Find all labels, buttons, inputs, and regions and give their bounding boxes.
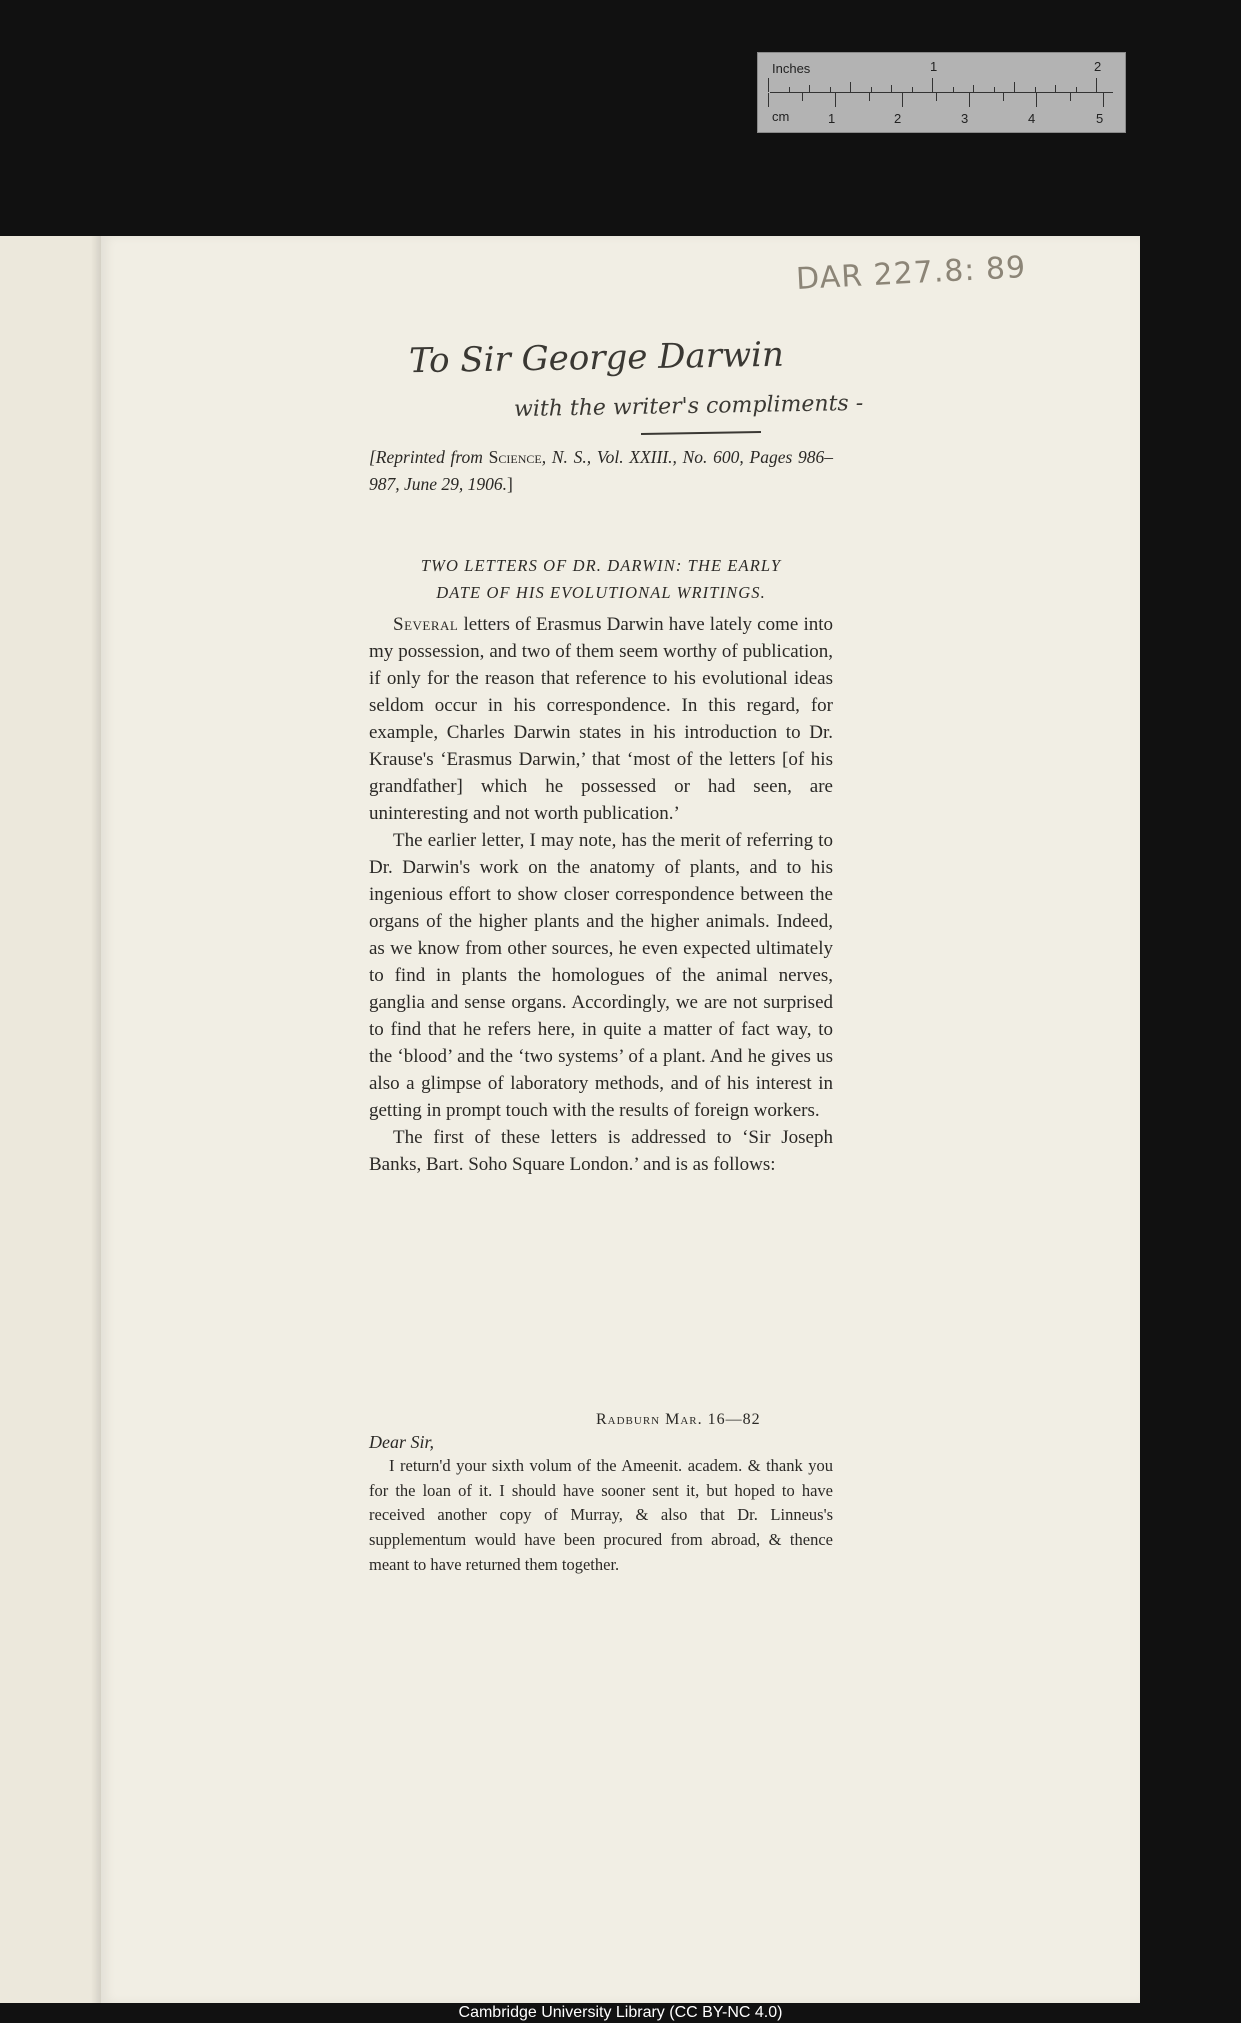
letter-body: [369, 1454, 833, 1578]
ruler-cm-number: 4: [1028, 111, 1036, 126]
archive-shelfmark: DAR 227.8: 89: [795, 250, 1027, 297]
ruler-cm-tick: [768, 93, 769, 107]
letter-salutation: Dear Sir,: [369, 1432, 435, 1452]
ruler-inch-tick: [789, 87, 790, 92]
ruler-inch-tick: [973, 85, 974, 92]
reprint-note: [369, 444, 833, 498]
ruler-inch-tick: [1076, 87, 1077, 92]
ruler-cm-tick: [1003, 93, 1004, 101]
dedication-line-1: To Sir George Darwin: [408, 334, 785, 382]
gutter-shadow: [91, 236, 101, 2003]
reprint-close: ]: [507, 474, 513, 494]
ruler-cm-tick: [1036, 93, 1037, 107]
paragraph-3: The first of these letters is addressed to ‘Sir Joseph Banks, Bart. Soho Square London.’ and is as follows:: [369, 1127, 833, 1175]
paragraph-1-text: letters of Erasmus Darwin have lately come into my possession, and two of them seem worthy of publication, if only for the reason that reference to his evolutional ideas seldom occur in his correspondence. In this regard, for example, Charles Darwin states in his introduction to Dr. Krause's ‘Erasmus Darwin,’ that ‘most of the letters [of his grandfather] which he possessed or had seen, are uninteresting and not worth publication.’: [369, 614, 833, 824]
article-body: [369, 611, 833, 1178]
dedication-line-2: with the writer's compliments -: [513, 390, 864, 423]
article-heading: [369, 552, 833, 606]
ruler-inch-tick: [953, 87, 954, 92]
ruler-inches-label: Inches: [772, 61, 811, 76]
left-page: [0, 236, 101, 2003]
ruler-inch-tick: [891, 85, 892, 92]
letter-place-date: Radburn Mar. 16—82: [596, 1411, 761, 1428]
ruler-cm-number: 1: [828, 111, 836, 126]
letter-text: I return'd your sixth volum of the Ameenit. academ. & thank you for the loan of it. I should have sooner sent it, but hoped to have received another copy of Murray, & also that Dr. Linneus's supplementum would have been procured from abroad, & thence meant to have returned them together.: [369, 1456, 833, 1574]
reprint-prefix: [Reprinted from: [369, 447, 489, 467]
ruler-inch-tick: [1014, 82, 1015, 92]
ruler-inch-tick: [994, 87, 995, 92]
ruler-inch-tick: [1055, 85, 1056, 92]
ruler-cm-number: 5: [1096, 111, 1104, 126]
ruler-inch-tick: [850, 82, 851, 92]
reprint-journal: Science: [488, 447, 542, 467]
ruler-cm-tick: [936, 93, 937, 101]
ruler-inch-tick: [932, 78, 933, 92]
ruler-inch-number: 1: [930, 59, 938, 74]
ruler-cm-tick: [902, 93, 903, 107]
ruler-cm-tick: [1103, 93, 1104, 107]
document-page: [101, 236, 1140, 2003]
reprint-line-2: 600, Pages 986–987, June 29, 1906.: [369, 447, 833, 494]
paragraph-1-lead: Several: [393, 614, 459, 635]
ruler-inch-tick: [1096, 78, 1097, 92]
heading-line-2: DATE OF HIS EVOLUTIONAL WRITINGS.: [436, 583, 766, 602]
ruler-cm-tick: [835, 93, 836, 107]
ruler-midline: [770, 92, 1113, 93]
copyright-footer: Cambridge University Library (CC BY-NC 4.0): [458, 2004, 783, 2021]
reprint-series: , N. S., Vol. XXIII., No.: [541, 447, 708, 467]
heading-line-1: TWO LETTERS OF DR. DARWIN: THE EARLY: [420, 556, 782, 575]
ruler-cm-label: cm: [772, 109, 790, 124]
ruler-cm-tick: [802, 93, 803, 101]
ruler-cm-tick: [869, 93, 870, 101]
dedication-flourish: [641, 431, 761, 435]
ruler-inch-tick: [809, 85, 810, 92]
ruler-cm-number: 2: [894, 111, 902, 126]
ruler-inch-tick: [830, 87, 831, 92]
ruler-cm-number: 3: [961, 111, 969, 126]
paragraph-1: [369, 611, 833, 827]
ruler-inch-tick: [768, 78, 769, 92]
ruler-inch-tick: [912, 87, 913, 92]
ruler-face: [766, 61, 1117, 124]
ruler-cm-tick: [1070, 93, 1071, 101]
ruler-inch-tick: [1035, 87, 1036, 92]
scale-ruler: [757, 52, 1126, 133]
paragraph-2: The earlier letter, I may note, has the merit of referring to Dr. Darwin's work on the anatomy of plants, and to his ingenious effort to show closer correspondence between the organs of the higher plants and the higher animals. Indeed, as we know from other sources, he even expected ultimately to find in plants the homologues of the animal nerves, ganglia and sense organs. Accordingly, we are not surprised to find that he refers here, in quite a matter of fact way, to the ‘blood’ and the ‘two systems’ of a plant. And he gives us also a glimpse of laboratory methods, and of his interest in getting in prompt touch with the results of foreign workers.: [369, 830, 833, 1121]
ruler-inch-tick: [871, 87, 872, 92]
ruler-inch-number: 2: [1094, 59, 1102, 74]
ruler-cm-tick: [969, 93, 970, 107]
